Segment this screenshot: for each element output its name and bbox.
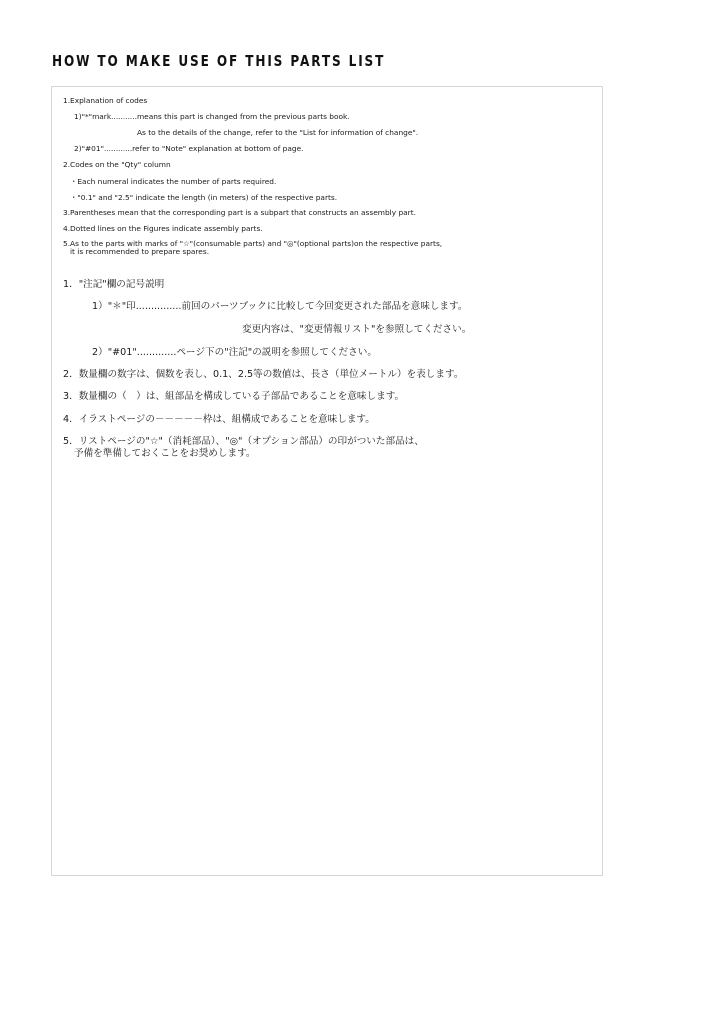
- jp-mark-note-text: 2）"#01".............ページ下の"注記"の説明を参照してください。: [92, 347, 377, 358]
- jp-codes-heading: 1．"注記"欄の記号説明: [63, 279, 165, 290]
- en-mark-asterisk-text: 1)"*"mark...........means this part is changed from the previous parts book.: [74, 112, 350, 121]
- jp-mark-asterisk-continuation: 変更内容は、"変更情報リスト"を参照してください。: [242, 324, 472, 335]
- jp-spares-text-line2: 予備を準備しておくことをお奨めします。: [74, 448, 256, 459]
- content-frame: [51, 86, 603, 876]
- jp-qty-text: 2．数量欄の数字は、個数を表し、0.1、2.5等の数値は、長さ（単位メートル）を表します。: [63, 369, 464, 380]
- en-qty-numeral-text: ・Each numeral indicates the number of parts required.: [70, 177, 277, 186]
- jp-mark-asterisk-text: 1）"＊"印...............前回のパーツブックに比較して今回変更された部品を意味します。: [92, 301, 468, 312]
- en-mark-note-text: 2)"#01"............refer to "Note" explanation at bottom of page.: [74, 144, 304, 153]
- en-mark-asterisk-continuation: As to the details of the change, refer to the "List for information of change".: [137, 128, 419, 137]
- jp-parentheses-text: 3．数量欄の（ ）は、組部品を構成している子部品であることを意味します。: [63, 391, 405, 402]
- en-spares-text-line1: 5.As to the parts with marks of "☆"(consumable parts) and "◎"(optional parts)on the respective parts,: [63, 239, 443, 248]
- en-codes-heading: 1.Explanation of codes: [63, 96, 148, 105]
- page-title: HOW TO MAKE USE OF THIS PARTS LIST: [52, 52, 386, 70]
- jp-spares-text-line1: 5．リストページの"☆"（消耗部品）、"◎"（オプション部品）の印がついた部品は、: [63, 436, 424, 447]
- en-dotted-lines-text: 4.Dotted lines on the Figures indicate assembly parts.: [63, 224, 263, 233]
- en-qty-heading: 2.Codes on the "Qty" column: [63, 160, 171, 169]
- en-spares-text-line2: it is recommended to prepare spares.: [70, 247, 210, 256]
- jp-dotted-lines-text: 4．イラストページの－－－－－枠は、組構成であることを意味します。: [63, 414, 375, 425]
- en-qty-length-text: ・"0.1" and "2.5" indicate the length (in meters) of the respective parts.: [70, 193, 338, 202]
- en-parentheses-text: 3.Parentheses mean that the corresponding part is a subpart that constructs an assembly part.: [63, 208, 416, 217]
